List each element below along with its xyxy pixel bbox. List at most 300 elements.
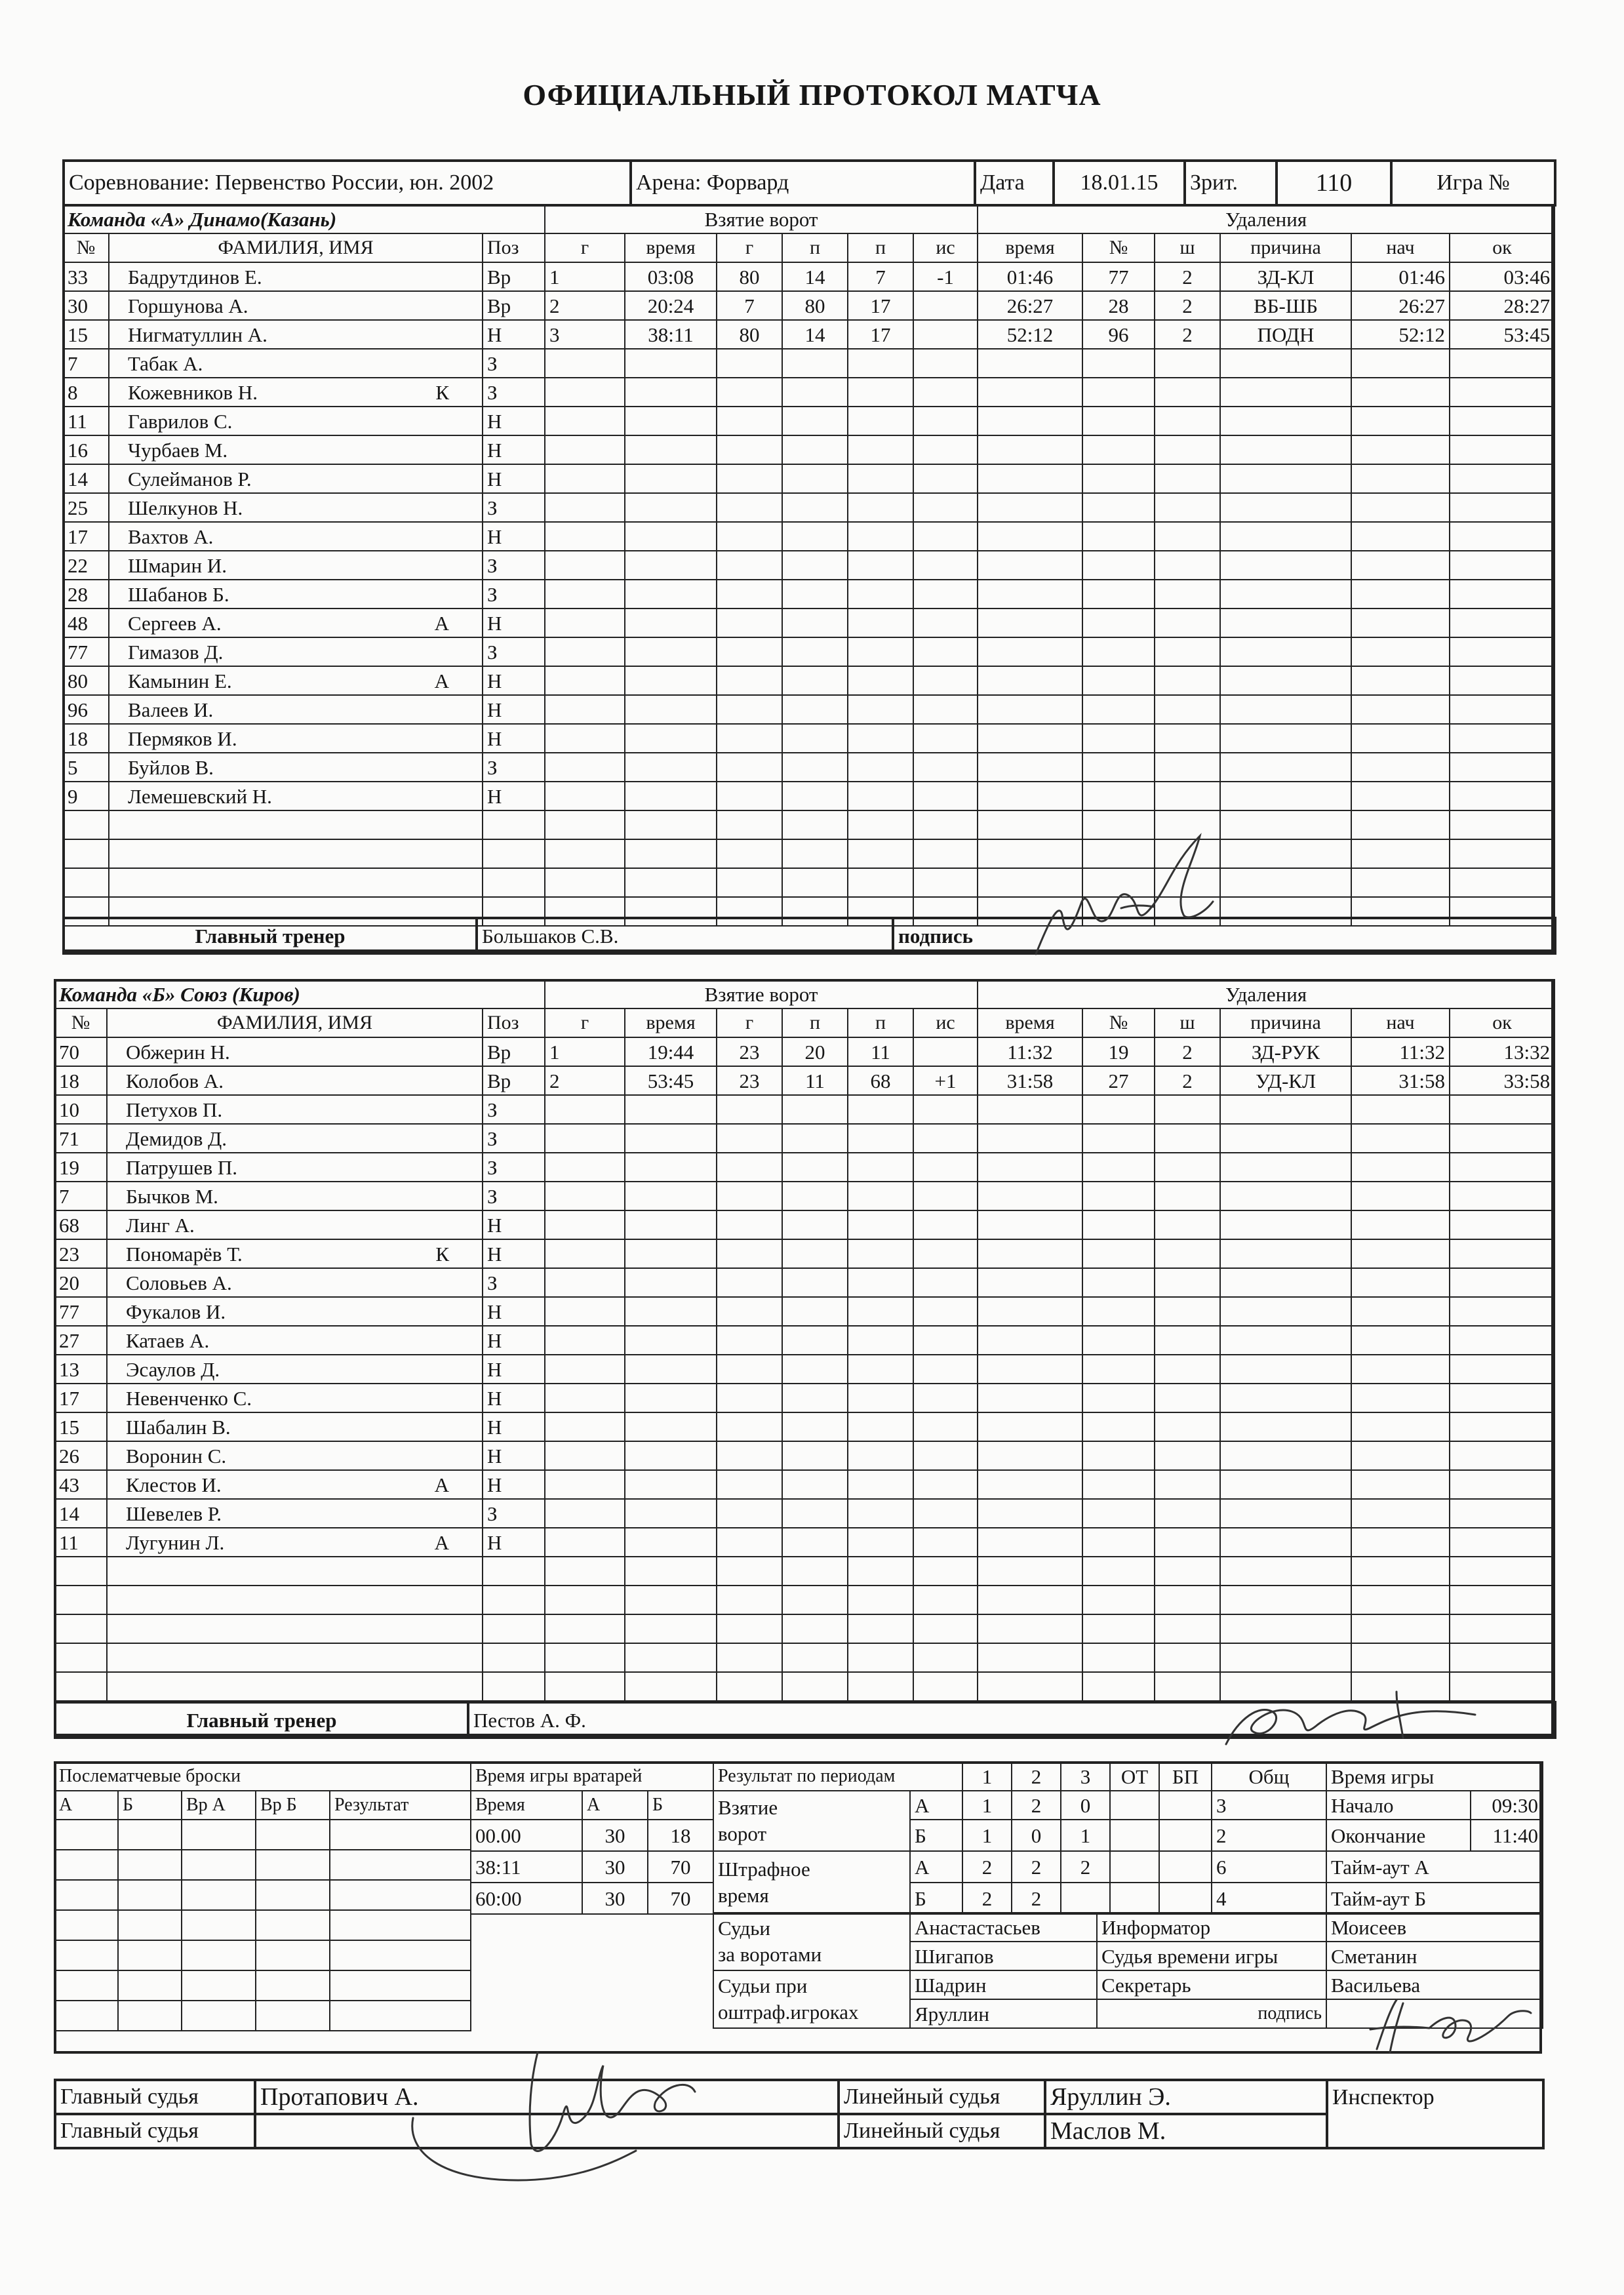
goal-p2 bbox=[848, 378, 913, 407]
penalty-time bbox=[978, 1672, 1082, 1701]
goal-is bbox=[913, 1239, 978, 1268]
player-row bbox=[63, 407, 545, 435]
penalty-time: 01:46 bbox=[978, 262, 1082, 291]
player-position: Н bbox=[483, 320, 545, 349]
goal-p2 bbox=[848, 637, 913, 666]
player-position: Н bbox=[483, 1470, 545, 1499]
goal-g bbox=[545, 1095, 625, 1124]
goal-row bbox=[545, 1557, 978, 1586]
penalty-no bbox=[1082, 1441, 1155, 1470]
player-row bbox=[54, 1210, 545, 1239]
player-row bbox=[54, 1095, 545, 1124]
penalty-time bbox=[978, 464, 1082, 493]
player-name-cell bbox=[109, 782, 483, 810]
player-number: 14 bbox=[54, 1499, 107, 1528]
penalty-start bbox=[1351, 1528, 1450, 1557]
player-row bbox=[54, 1297, 545, 1326]
goal-g bbox=[545, 1499, 625, 1528]
penalty-start bbox=[1351, 378, 1450, 407]
goal-is bbox=[913, 1182, 978, 1210]
penalty-end bbox=[1450, 1124, 1555, 1153]
end-time: 11:40 bbox=[1471, 1820, 1543, 1851]
goal-p2 bbox=[848, 1326, 913, 1355]
player-position: Н bbox=[483, 1412, 545, 1441]
penalty-end bbox=[1450, 349, 1555, 378]
col-pen-minutes: ш bbox=[1155, 233, 1220, 262]
period-value: 2 bbox=[1061, 1851, 1110, 1883]
gk-row-a: 30 bbox=[582, 1883, 648, 1914]
penalty-no bbox=[1082, 1153, 1155, 1182]
player-row bbox=[54, 1268, 545, 1297]
penalty-sh bbox=[1155, 782, 1220, 810]
player-name: Пермяков И. bbox=[128, 727, 237, 750]
penalty-row bbox=[978, 1268, 1555, 1297]
goals-label-line-2: ворот bbox=[718, 1822, 767, 1845]
goal-p1 bbox=[782, 464, 848, 493]
player-position: Н bbox=[483, 724, 545, 753]
penalty-sh bbox=[1155, 637, 1220, 666]
player-row bbox=[63, 868, 545, 897]
goal-time bbox=[625, 493, 717, 522]
penalty-start bbox=[1351, 493, 1450, 522]
player-number: 43 bbox=[54, 1470, 107, 1499]
player-number: 23 bbox=[54, 1239, 107, 1268]
penalty-sh bbox=[1155, 1528, 1220, 1557]
player-number: 68 bbox=[54, 1210, 107, 1239]
secretary-signature-label: подпись bbox=[1097, 1999, 1326, 2028]
period-total: 4 bbox=[1212, 1883, 1326, 1914]
goal-a bbox=[717, 1672, 782, 1701]
penalty-no bbox=[1082, 1297, 1155, 1326]
periods-title: Результат по периодам bbox=[713, 1762, 962, 1791]
goal-time bbox=[625, 407, 717, 435]
goalkeeper-time-table bbox=[470, 1761, 714, 1915]
penalty-row bbox=[978, 1557, 1555, 1586]
penalty-start: 26:27 bbox=[1351, 291, 1450, 320]
goal-a bbox=[717, 609, 782, 637]
goal-p1: 20 bbox=[782, 1037, 848, 1066]
penalty-time bbox=[978, 637, 1082, 666]
penalty-start bbox=[1351, 1210, 1450, 1239]
penalty-no bbox=[1082, 1384, 1155, 1412]
player-number: 25 bbox=[63, 493, 109, 522]
goal-p1 bbox=[782, 637, 848, 666]
penalty-no bbox=[1082, 493, 1155, 522]
goal-p2 bbox=[848, 435, 913, 464]
head-coach-label: Главный тренер bbox=[55, 1702, 468, 1738]
goal-p2 bbox=[848, 1355, 913, 1384]
goal-p2 bbox=[848, 1643, 913, 1672]
goal-p2 bbox=[848, 1499, 913, 1528]
penalty-no bbox=[1082, 753, 1155, 782]
penalty-no bbox=[1082, 464, 1155, 493]
goal-judges-line-1: Судьи bbox=[718, 1916, 770, 1940]
col-pen-time: время bbox=[978, 233, 1082, 262]
goal-p1 bbox=[782, 839, 848, 868]
goal-row bbox=[545, 810, 978, 839]
player-name-cell bbox=[109, 637, 483, 666]
player-name-cell bbox=[107, 1412, 483, 1441]
penalty-time: 11:32 bbox=[978, 1037, 1082, 1066]
player-row bbox=[63, 551, 545, 580]
penalty-sh bbox=[1155, 609, 1220, 637]
player-name-cell bbox=[109, 753, 483, 782]
player-name-cell bbox=[109, 262, 483, 291]
cell bbox=[483, 1586, 545, 1614]
penalty-reason bbox=[1220, 753, 1351, 782]
goal-p2 bbox=[848, 1297, 913, 1326]
goal-time bbox=[625, 1643, 717, 1672]
goal-g bbox=[545, 1239, 625, 1268]
goal-g bbox=[545, 1643, 625, 1672]
penalty-time bbox=[978, 435, 1082, 464]
player-number: 33 bbox=[63, 262, 109, 291]
penalty-row bbox=[978, 1470, 1555, 1499]
player-number: 77 bbox=[63, 637, 109, 666]
penalty-reason bbox=[1220, 1412, 1351, 1441]
goal-a bbox=[717, 1326, 782, 1355]
player-name: Табак А. bbox=[128, 351, 203, 375]
goal-g bbox=[545, 1528, 625, 1557]
penalty-no bbox=[1082, 1499, 1155, 1528]
penalty-reason bbox=[1220, 1384, 1351, 1412]
player-row bbox=[63, 810, 545, 839]
player-name: Сергеев А. bbox=[128, 611, 222, 635]
goal-row bbox=[545, 493, 978, 522]
goal-a bbox=[717, 1095, 782, 1124]
penalty-end bbox=[1450, 1614, 1555, 1643]
player-row bbox=[54, 1441, 545, 1470]
penalty-sh bbox=[1155, 1643, 1220, 1672]
penalty-start bbox=[1351, 1557, 1450, 1586]
penalty-start bbox=[1351, 1268, 1450, 1297]
col-pen-end: ок bbox=[1450, 1008, 1555, 1037]
chief-referee-label: Главный судья bbox=[55, 2080, 255, 2114]
goal-time bbox=[625, 551, 717, 580]
period-col-bp: БП bbox=[1159, 1762, 1212, 1791]
informer-label: Информатор bbox=[1097, 1913, 1326, 1942]
player-number: 18 bbox=[54, 1066, 107, 1095]
team-b-coach-signature bbox=[1200, 1679, 1488, 1757]
penalty-start bbox=[1351, 810, 1450, 839]
player-role: А bbox=[434, 1473, 449, 1496]
player-name: Линг А. bbox=[126, 1213, 195, 1237]
penalty-start bbox=[1351, 1239, 1450, 1268]
player-position: З bbox=[483, 349, 545, 378]
goal-row bbox=[545, 435, 978, 464]
penalty-reason bbox=[1220, 1268, 1351, 1297]
goal-time bbox=[625, 1268, 717, 1297]
penalty-reason bbox=[1220, 435, 1351, 464]
goal-row bbox=[545, 378, 978, 407]
penalty-sh bbox=[1155, 1124, 1220, 1153]
period-value: 1 bbox=[962, 1820, 1012, 1851]
goal-is bbox=[913, 1268, 978, 1297]
goal-judge-2: Шигапов bbox=[910, 1942, 1097, 1970]
period-value bbox=[1159, 1851, 1212, 1883]
linesman-label: Линейный судья bbox=[839, 2114, 1045, 2148]
penalty-no bbox=[1082, 1643, 1155, 1672]
goal-is bbox=[913, 580, 978, 609]
goal-row bbox=[545, 320, 978, 349]
goal-p2: 11 bbox=[848, 1037, 913, 1066]
player-name-cell bbox=[109, 695, 483, 724]
penalty-time bbox=[978, 1499, 1082, 1528]
player-role: А bbox=[434, 669, 449, 692]
timekeeper-name: Сметанин bbox=[1326, 1942, 1543, 1970]
goal-time bbox=[625, 1470, 717, 1499]
player-number: 48 bbox=[63, 609, 109, 637]
penalty-reason: ВБ-ШБ bbox=[1220, 291, 1351, 320]
player-number: 19 bbox=[54, 1153, 107, 1182]
goal-p2 bbox=[848, 810, 913, 839]
cell bbox=[107, 1643, 483, 1672]
goal-time bbox=[625, 1499, 717, 1528]
penalty-sh bbox=[1155, 753, 1220, 782]
player-name-cell bbox=[107, 1528, 483, 1557]
penalty-row bbox=[978, 464, 1555, 493]
player-name-cell bbox=[107, 1182, 483, 1210]
goal-a bbox=[717, 1124, 782, 1153]
goal-p1 bbox=[782, 695, 848, 724]
gk-row-time: 38:11 bbox=[471, 1851, 582, 1883]
cell bbox=[483, 1557, 545, 1586]
penalty-start bbox=[1351, 695, 1450, 724]
penalty-end bbox=[1450, 378, 1555, 407]
penalty-reason bbox=[1220, 839, 1351, 868]
team-a-coach-signature bbox=[1023, 823, 1239, 970]
penalty-sh: 2 bbox=[1155, 320, 1220, 349]
goal-row bbox=[545, 407, 978, 435]
penalty-time bbox=[978, 1557, 1082, 1586]
cell bbox=[63, 868, 109, 897]
goal-a bbox=[717, 637, 782, 666]
goal-row bbox=[545, 1528, 978, 1557]
penalty-time bbox=[978, 753, 1082, 782]
col-time: время bbox=[625, 233, 717, 262]
player-name: Лемешевский Н. bbox=[128, 784, 272, 808]
penalty-no bbox=[1082, 1355, 1155, 1384]
player-name-cell bbox=[107, 1297, 483, 1326]
goal-g bbox=[545, 493, 625, 522]
goal-p1 bbox=[782, 1124, 848, 1153]
penalty-sh bbox=[1155, 1412, 1220, 1441]
goal-row bbox=[545, 637, 978, 666]
player-row bbox=[54, 1124, 545, 1153]
goal-p1 bbox=[782, 782, 848, 810]
goal-time bbox=[625, 724, 717, 753]
player-name: Невенченко С. bbox=[126, 1386, 252, 1410]
penalty-reason bbox=[1220, 1557, 1351, 1586]
goal-is bbox=[913, 464, 978, 493]
player-position: З bbox=[483, 1182, 545, 1210]
goal-time bbox=[625, 868, 717, 897]
player-row bbox=[54, 1643, 545, 1672]
penalty-time bbox=[978, 1528, 1082, 1557]
cell bbox=[107, 1557, 483, 1586]
gk-row-a: 30 bbox=[582, 1851, 648, 1883]
player-position: Н bbox=[483, 435, 545, 464]
goal-g bbox=[545, 1124, 625, 1153]
game-number-label: Игра № bbox=[1391, 161, 1555, 205]
player-position: Вр bbox=[483, 1037, 545, 1066]
goal-judges-label bbox=[713, 1913, 910, 1970]
goal-is bbox=[913, 1528, 978, 1557]
player-number: 71 bbox=[54, 1124, 107, 1153]
team-letter: А bbox=[910, 1791, 962, 1820]
goal-g bbox=[545, 378, 625, 407]
penalty-sh bbox=[1155, 1268, 1220, 1297]
period-value bbox=[1159, 1820, 1212, 1851]
penalty-end bbox=[1450, 464, 1555, 493]
player-number: 15 bbox=[63, 320, 109, 349]
pim-label-line-2: время bbox=[718, 1884, 769, 1907]
penalty-row bbox=[978, 1528, 1555, 1557]
player-name: Лугунин Л. bbox=[126, 1530, 225, 1554]
goal-p1 bbox=[782, 1557, 848, 1586]
period-value bbox=[1061, 1883, 1110, 1914]
player-position: З bbox=[483, 493, 545, 522]
team-a-coach-row bbox=[62, 917, 1556, 955]
player-position: Вр bbox=[483, 262, 545, 291]
player-row bbox=[63, 378, 545, 407]
goal-p2 bbox=[848, 839, 913, 868]
goal-time: 03:08 bbox=[625, 262, 717, 291]
penalty-row bbox=[978, 1614, 1555, 1643]
start-label: Начало bbox=[1326, 1791, 1471, 1820]
penalty-sh bbox=[1155, 1557, 1220, 1586]
team-b-title: Команда «Б» Союз (Киров) bbox=[54, 980, 545, 1008]
penalty-time bbox=[978, 1586, 1082, 1614]
player-position: З bbox=[483, 1095, 545, 1124]
player-number: 5 bbox=[63, 753, 109, 782]
player-number: 70 bbox=[54, 1037, 107, 1066]
penalty-no bbox=[1082, 551, 1155, 580]
player-number: 15 bbox=[54, 1412, 107, 1441]
goal-time bbox=[625, 753, 717, 782]
player-name: Бадрутдинов Е. bbox=[128, 265, 262, 289]
goal-g bbox=[545, 695, 625, 724]
penalty-reason bbox=[1220, 695, 1351, 724]
penalty-time bbox=[978, 666, 1082, 695]
pim-label bbox=[713, 1851, 910, 1914]
penalty-reason bbox=[1220, 522, 1351, 551]
goal-time bbox=[625, 839, 717, 868]
player-number: 17 bbox=[54, 1384, 107, 1412]
referees-table bbox=[54, 2079, 1545, 2149]
penalty-time bbox=[978, 1124, 1082, 1153]
penalty-start bbox=[1351, 839, 1450, 868]
box-judges-line-1: Судьи при bbox=[718, 1974, 808, 1997]
penalty-end bbox=[1450, 1586, 1555, 1614]
goal-row bbox=[545, 868, 978, 897]
penalty-end: 33:58 bbox=[1450, 1066, 1555, 1095]
penalty-reason bbox=[1220, 1326, 1351, 1355]
penalties-title: Удаления bbox=[978, 980, 1555, 1008]
penalty-no bbox=[1082, 724, 1155, 753]
penalty-end bbox=[1450, 695, 1555, 724]
penalty-row bbox=[978, 666, 1555, 695]
goal-a bbox=[717, 1268, 782, 1297]
player-name-cell bbox=[109, 464, 483, 493]
penalty-end bbox=[1450, 1326, 1555, 1355]
penalty-time bbox=[978, 1412, 1082, 1441]
penalty-no bbox=[1082, 1672, 1155, 1701]
penalty-reason bbox=[1220, 1239, 1351, 1268]
goal-a bbox=[717, 1441, 782, 1470]
penalty-no bbox=[1082, 666, 1155, 695]
goal-judges-line-2: за воротами bbox=[718, 1943, 822, 1966]
player-row bbox=[54, 1672, 545, 1701]
goal-time: 19:44 bbox=[625, 1037, 717, 1066]
match-header bbox=[62, 159, 1556, 207]
goal-g bbox=[545, 407, 625, 435]
goal-p2 bbox=[848, 1095, 913, 1124]
goal-p2: 68 bbox=[848, 1066, 913, 1095]
informer-name: Моисеев bbox=[1326, 1913, 1543, 1942]
player-name-cell bbox=[109, 666, 483, 695]
goal-p2 bbox=[848, 1384, 913, 1412]
team-letter: А bbox=[910, 1851, 962, 1883]
player-name-cell bbox=[107, 1037, 483, 1066]
player-number: 9 bbox=[63, 782, 109, 810]
goal-p1 bbox=[782, 868, 848, 897]
penalty-row bbox=[978, 407, 1555, 435]
goal-p1 bbox=[782, 1210, 848, 1239]
penalty-end bbox=[1450, 1210, 1555, 1239]
goal-time bbox=[625, 464, 717, 493]
player-name: Фукалов И. bbox=[126, 1300, 226, 1323]
goal-p2 bbox=[848, 782, 913, 810]
timeout-b-label: Тайм-аут Б bbox=[1326, 1883, 1543, 1914]
player-number: 30 bbox=[63, 291, 109, 320]
player-position: Н bbox=[483, 1210, 545, 1239]
goal-row bbox=[545, 1066, 978, 1095]
timekeeper-label: Судья времени игры bbox=[1097, 1942, 1326, 1970]
penalty-end bbox=[1450, 782, 1555, 810]
period-col-1: 1 bbox=[962, 1762, 1012, 1791]
penalty-start bbox=[1351, 609, 1450, 637]
penalty-row bbox=[978, 580, 1555, 609]
team-letter: Б bbox=[910, 1820, 962, 1851]
goal-p1 bbox=[782, 407, 848, 435]
player-name-cell bbox=[109, 291, 483, 320]
goal-row bbox=[545, 666, 978, 695]
player-number: 7 bbox=[54, 1182, 107, 1210]
penalty-reason bbox=[1220, 464, 1351, 493]
player-name: Колобов А. bbox=[126, 1069, 224, 1092]
goal-g bbox=[545, 1441, 625, 1470]
cell bbox=[54, 1614, 107, 1643]
penalty-time bbox=[978, 1384, 1082, 1412]
goal-row bbox=[545, 1470, 978, 1499]
goal-p1: 14 bbox=[782, 262, 848, 291]
goal-p1 bbox=[782, 1153, 848, 1182]
pim-label-line-1: Штрафное bbox=[718, 1857, 810, 1881]
player-row bbox=[54, 1614, 545, 1643]
team-a-goals bbox=[544, 204, 978, 927]
penalty-start bbox=[1351, 407, 1450, 435]
goal-a bbox=[717, 1384, 782, 1412]
shootout-col-gk-a: Вр А bbox=[182, 1791, 256, 1820]
penalty-sh bbox=[1155, 551, 1220, 580]
goal-is bbox=[913, 320, 978, 349]
penalty-end bbox=[1450, 1095, 1555, 1124]
penalty-no bbox=[1082, 1182, 1155, 1210]
penalty-reason bbox=[1220, 810, 1351, 839]
goal-is bbox=[913, 1499, 978, 1528]
penalty-reason bbox=[1220, 493, 1351, 522]
